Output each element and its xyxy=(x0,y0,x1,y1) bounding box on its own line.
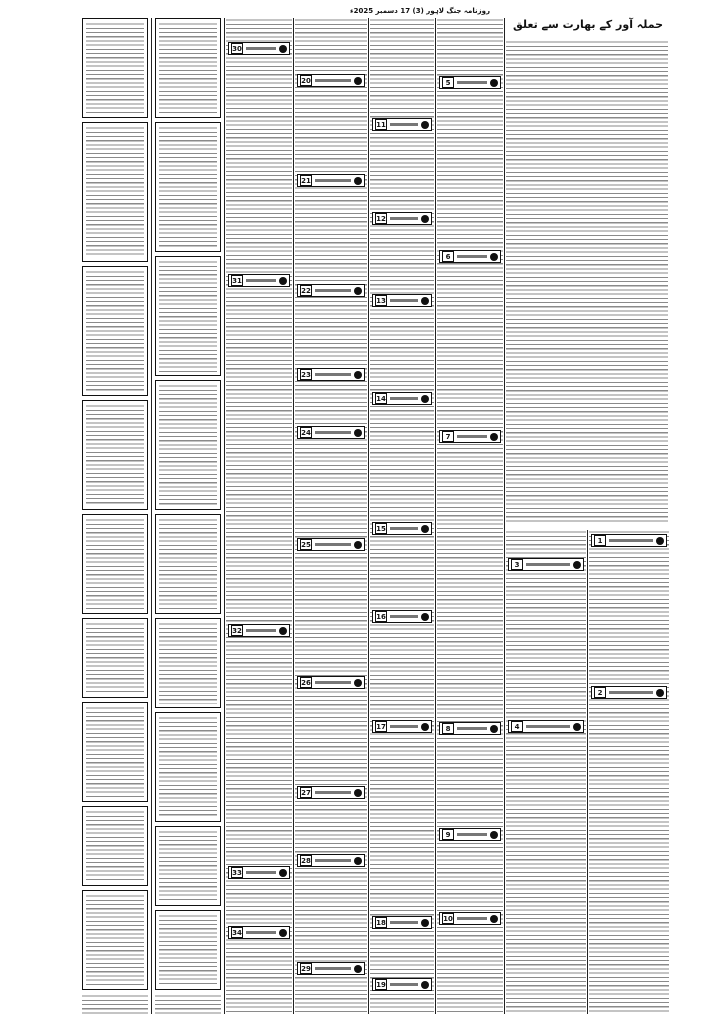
section-header-18 xyxy=(372,916,432,929)
section-header-3 xyxy=(508,558,584,571)
section-header-7 xyxy=(439,430,501,443)
section-header-25 xyxy=(297,538,365,551)
bullet-icon xyxy=(279,627,287,635)
bullet-icon xyxy=(421,395,429,403)
section-header-31 xyxy=(228,274,290,287)
section-number: 33 xyxy=(232,868,242,877)
bullet-icon xyxy=(354,679,362,687)
column-sections-3-4 xyxy=(506,530,586,1014)
legal-notice xyxy=(82,122,148,262)
bullet-icon xyxy=(490,725,498,733)
bullet-icon xyxy=(573,561,581,569)
section-number: 1 xyxy=(594,535,606,546)
legal-notice xyxy=(82,400,148,510)
ad-column-left xyxy=(80,18,150,1014)
masthead: روزنامہ جنگ لاہور (3) 17 دسمبر 2025ء xyxy=(349,7,491,15)
footer-text xyxy=(155,994,221,1014)
bullet-icon xyxy=(354,287,362,295)
legal-notice xyxy=(82,806,148,886)
section-header-15 xyxy=(372,522,432,535)
bullet-icon xyxy=(490,915,498,923)
section-header-24 xyxy=(297,426,365,439)
section-header-32 xyxy=(228,624,290,637)
bullet-icon xyxy=(354,541,362,549)
section-header-21 xyxy=(297,174,365,187)
legal-notice xyxy=(155,256,221,376)
section-header-33 xyxy=(228,866,290,879)
legal-notice xyxy=(82,702,148,802)
section-number: 20 xyxy=(301,76,311,85)
section-number: 18 xyxy=(376,918,386,927)
column-rule xyxy=(151,18,152,1014)
section-number: 7 xyxy=(442,431,454,442)
legal-notice xyxy=(155,826,221,906)
bullet-icon xyxy=(354,77,362,85)
section-number: 31 xyxy=(232,276,242,285)
bullet-icon xyxy=(421,297,429,305)
section-number: 6 xyxy=(442,251,454,262)
column-sections-20-29 xyxy=(295,18,367,1014)
section-number: 15 xyxy=(376,524,386,533)
column-rule xyxy=(587,530,588,1014)
legal-notice xyxy=(82,514,148,614)
column-rule xyxy=(504,18,505,1014)
section-header-10 xyxy=(439,912,501,925)
column-sections-30-34 xyxy=(226,18,292,1014)
bullet-icon xyxy=(354,177,362,185)
section-number: 11 xyxy=(376,120,386,129)
section-header-5 xyxy=(439,76,501,89)
bullet-icon xyxy=(421,919,429,927)
section-header-4 xyxy=(508,720,584,733)
legal-notice xyxy=(155,122,221,252)
section-header-2 xyxy=(591,686,667,699)
bullet-icon xyxy=(490,79,498,87)
legal-notice xyxy=(155,514,221,614)
section-number: 25 xyxy=(301,540,311,549)
bullet-icon xyxy=(279,277,287,285)
legal-notice xyxy=(82,266,148,396)
legal-notice xyxy=(82,18,148,118)
section-number: 23 xyxy=(301,370,311,379)
section-number: 21 xyxy=(301,176,311,185)
newspaper-page xyxy=(80,4,670,1016)
section-header-14 xyxy=(372,392,432,405)
column-rule xyxy=(224,18,225,1014)
section-number: 2 xyxy=(594,687,606,698)
bullet-icon xyxy=(354,857,362,865)
legal-notice xyxy=(155,910,221,990)
section-number: 22 xyxy=(301,286,311,295)
section-number: 29 xyxy=(301,964,311,973)
section-header-19 xyxy=(372,978,432,991)
section-number: 13 xyxy=(376,296,386,305)
section-header-16 xyxy=(372,610,432,623)
section-header-11 xyxy=(372,118,432,131)
lead-headline: حملہ آور کے بھارت سے تعلق xyxy=(512,18,664,31)
column-sections-11-19 xyxy=(370,18,434,1014)
section-number: 24 xyxy=(301,428,311,437)
section-header-27 xyxy=(297,786,365,799)
section-header-9 xyxy=(439,828,501,841)
section-header-6 xyxy=(439,250,501,263)
bullet-icon xyxy=(279,869,287,877)
legal-notice xyxy=(155,618,221,708)
section-number: 4 xyxy=(511,721,523,732)
section-number: 12 xyxy=(376,214,386,223)
bullet-icon xyxy=(490,253,498,261)
section-header-30 xyxy=(228,42,290,55)
section-number: 19 xyxy=(376,980,386,989)
bullet-icon xyxy=(421,121,429,129)
section-header-23 xyxy=(297,368,365,381)
bullet-icon xyxy=(421,981,429,989)
section-number: 34 xyxy=(232,928,242,937)
section-header-8 xyxy=(439,722,501,735)
bullet-icon xyxy=(421,215,429,223)
section-number: 26 xyxy=(301,678,311,687)
section-number: 3 xyxy=(511,559,523,570)
section-number: 9 xyxy=(442,829,454,840)
section-number: 27 xyxy=(301,788,311,797)
section-header-34 xyxy=(228,926,290,939)
section-number: 30 xyxy=(232,44,242,53)
bullet-icon xyxy=(656,537,664,545)
legal-notice xyxy=(82,618,148,698)
section-header-28 xyxy=(297,854,365,867)
bullet-icon xyxy=(279,929,287,937)
column-sections-5-10 xyxy=(437,18,503,1014)
bullet-icon xyxy=(421,613,429,621)
bullet-icon xyxy=(421,525,429,533)
section-header-22 xyxy=(297,284,365,297)
legal-notice xyxy=(82,890,148,990)
section-number: 32 xyxy=(232,626,242,635)
section-header-20 xyxy=(297,74,365,87)
bullet-icon xyxy=(354,429,362,437)
section-number: 28 xyxy=(301,856,311,865)
section-header-17 xyxy=(372,720,432,733)
bullet-icon xyxy=(279,45,287,53)
bullet-icon xyxy=(656,689,664,697)
legal-notice xyxy=(155,712,221,822)
legal-notice xyxy=(155,380,221,510)
section-header-26 xyxy=(297,676,365,689)
section-header-1 xyxy=(591,534,667,547)
section-number: 17 xyxy=(376,722,386,731)
section-number: 5 xyxy=(442,77,454,88)
column-rule xyxy=(368,18,369,1014)
bullet-icon xyxy=(490,433,498,441)
bullet-icon xyxy=(354,789,362,797)
section-header-13 xyxy=(372,294,432,307)
bullet-icon xyxy=(573,723,581,731)
section-number: 8 xyxy=(442,723,454,734)
legal-notice xyxy=(155,18,221,118)
section-number: 10 xyxy=(443,914,453,923)
footer-text xyxy=(82,994,148,1014)
bullet-icon xyxy=(490,831,498,839)
lead-article-body xyxy=(506,40,668,524)
section-number: 14 xyxy=(376,394,386,403)
bullet-icon xyxy=(421,723,429,731)
bullet-icon xyxy=(354,371,362,379)
column-sections-1-2 xyxy=(589,530,669,1014)
section-number: 16 xyxy=(376,612,386,621)
ad-column-second xyxy=(153,18,223,1014)
section-header-12 xyxy=(372,212,432,225)
bullet-icon xyxy=(354,965,362,973)
column-rule xyxy=(293,18,294,1014)
column-rule xyxy=(435,18,436,1014)
section-header-29 xyxy=(297,962,365,975)
